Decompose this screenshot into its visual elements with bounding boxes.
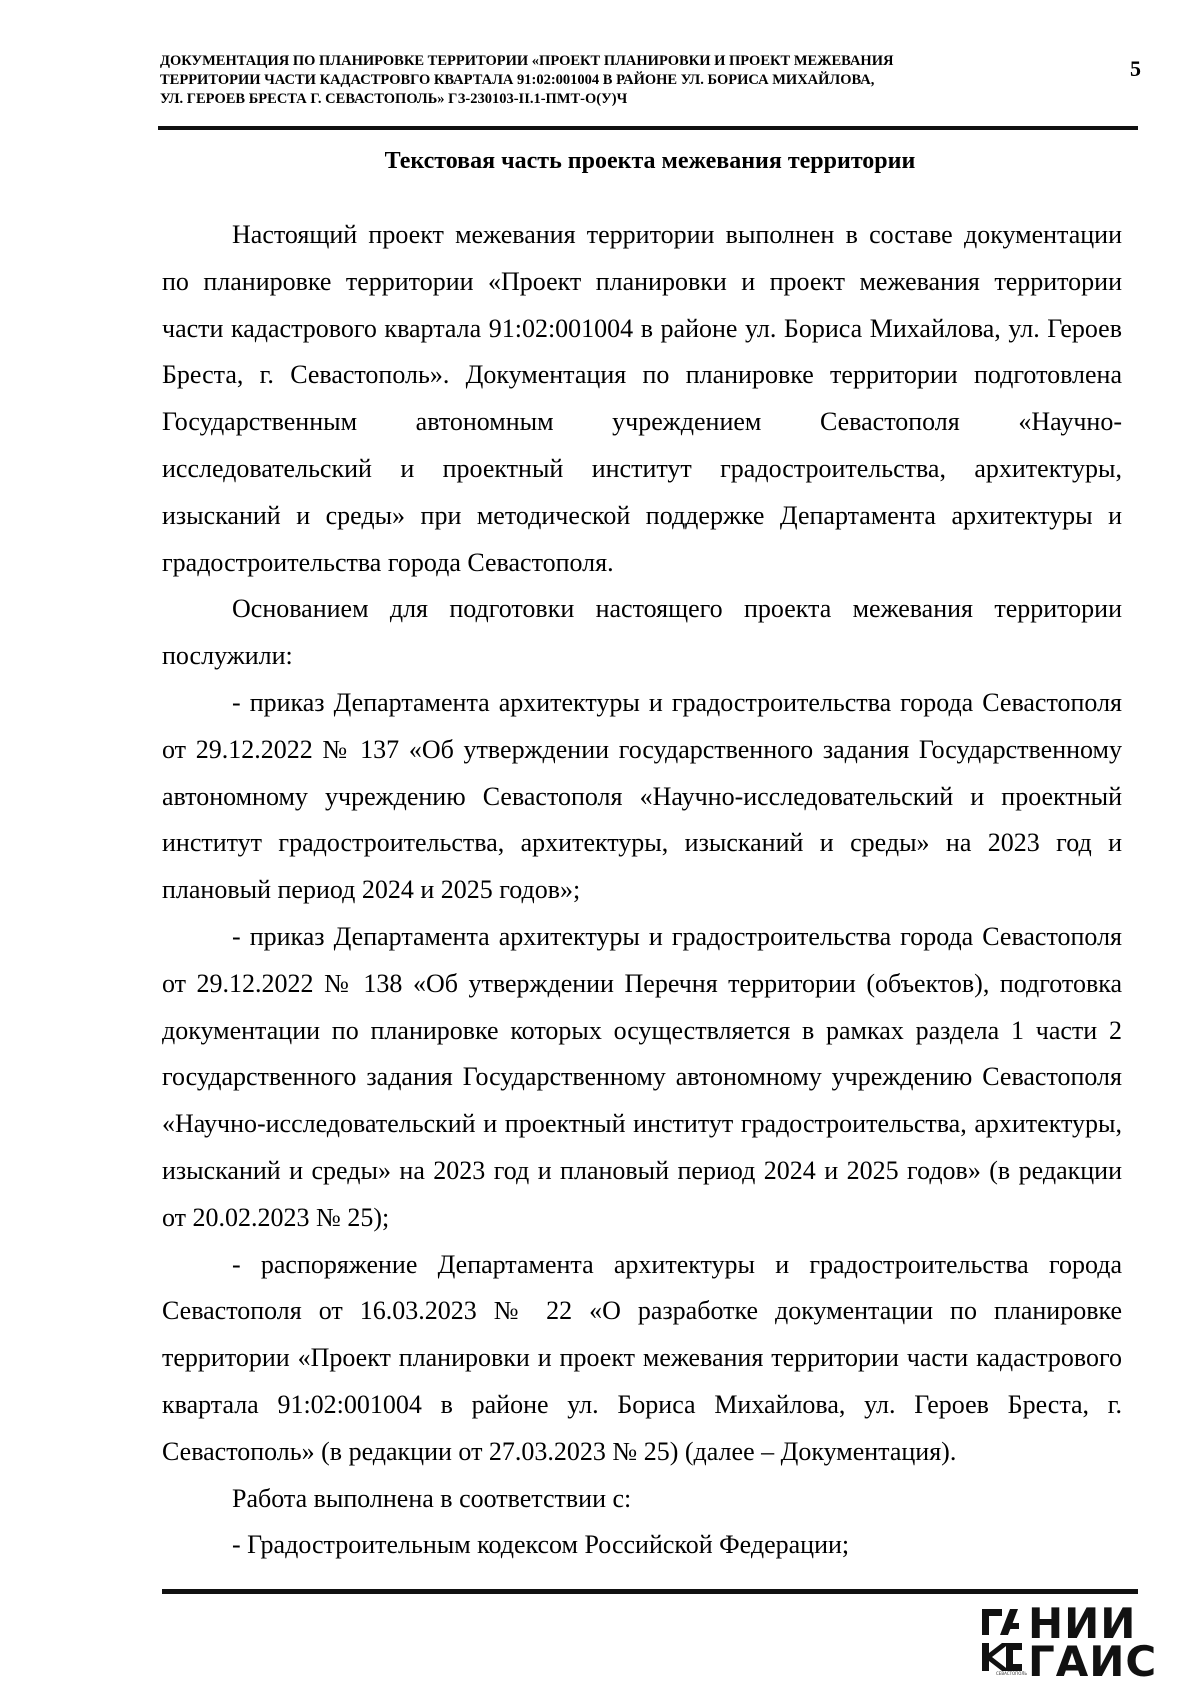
paragraph-basis: Основанием для подготовки настоящего проекта межевания территории послужили:: [162, 594, 1122, 671]
header-line-1: ДОКУМЕНТАЦИЯ ПО ПЛАНИРОВКЕ ТЕРРИТОРИИ «ПРОЕКТ ПЛАНИРОВКИ И ПРОЕКТ МЕЖЕВАНИЯ: [160, 53, 894, 69]
logo-text-gais: ГАИС: [1028, 1637, 1158, 1686]
logo-text-nii: НИИ: [1028, 1599, 1137, 1648]
paragraph-order-137: - приказ Департамента архитектуры и градостроительства города Севастополя от 29.12.2022 № 137 «Об утверждении государственного задания Государственному автономному учреждению Севастополя «Научно-исследовательский и проектный институт градостроительства, архитектуры, изысканий и среды» на 2023 год и плановый период 2024 и 2025 годов»;: [162, 687, 1122, 905]
paragraph-decree-22: - распоряжение Департамента архитектуры и градостроительства города Севастополя от 16.03.2023 № 22 «О разработке документации по планировке территории «Проект планировки и проект межевания территории части кадастрового квартала 91:02:001004 в районе ул. Бориса Михайлова, ул. Героев Бреста, г. Севастополь» (в редакции от 27.03.2023 № 25) (далее – Документация).: [162, 1249, 1122, 1466]
paragraph-intro: Настоящий проект межевания территории выполнен в составе документации по планировке территории «Проект планировки и проект межевания территории части кадастрового квартала 91:02:001004 в районе ул. Бориса Михайлова, ул. Героев Бреста, г. Севастополь». Документация по планировке территории подготовлена Государственным автономным учреждением Севастополя «Научно-исследовательский и проектный институт градостроительства, архитектуры, изысканий и среды» при методической поддержке Департамента архитектуры и градостроительства города Севастополя.: [162, 220, 1122, 577]
header-divider: [158, 126, 1138, 130]
header-line-3: УЛ. ГЕРОЕВ БРЕСТА Г. СЕВАСТОПОЛЬ» ГЗ-230103-II.1-ПМТ-О(У)Ч: [160, 91, 628, 107]
logo-small-text: СЕВАСТОПОЛЬ: [996, 1671, 1028, 1676]
document-body: [162, 212, 1122, 1569]
header-line-2: ТЕРРИТОРИИ ЧАСТИ КАДАСТРОВГО КВАРТАЛА 91:02:001004 В РАЙОНЕ УЛ. БОРИСА МИХАЙЛОВА,: [160, 72, 875, 88]
section-title: Текстовая часть проекта межевания территории: [384, 148, 916, 174]
footer-divider: [162, 1589, 1138, 1594]
paragraph-compliance: Работа выполнена в соответствии с:: [232, 1483, 632, 1513]
document-header: [160, 52, 1060, 109]
paragraph-order-138: - приказ Департамента архитектуры и градостроительства города Севастополя от 29.12.2022 № 138 «Об утверждении Перечня территории (объектов), подготовка документации по планировке которых осуществляется в рамках раздела 1 части 2 государственного задания Государственному автономному учреждению Севастополя «Научно-исследовательский и проектный институт градостроительства, архитектуры, изысканий и среды» на 2023 год и плановый период 2024 и 2025 годов» (в редакции от 20.02.2023 № 25);: [162, 921, 1122, 1232]
niigais-logo: [980, 1599, 1160, 1686]
paragraph-urban-code: - Градостроительным кодексом Российской Федерации;: [232, 1530, 850, 1560]
logo-mark-icon: [980, 1605, 1024, 1677]
page-number: 5: [1130, 56, 1141, 81]
